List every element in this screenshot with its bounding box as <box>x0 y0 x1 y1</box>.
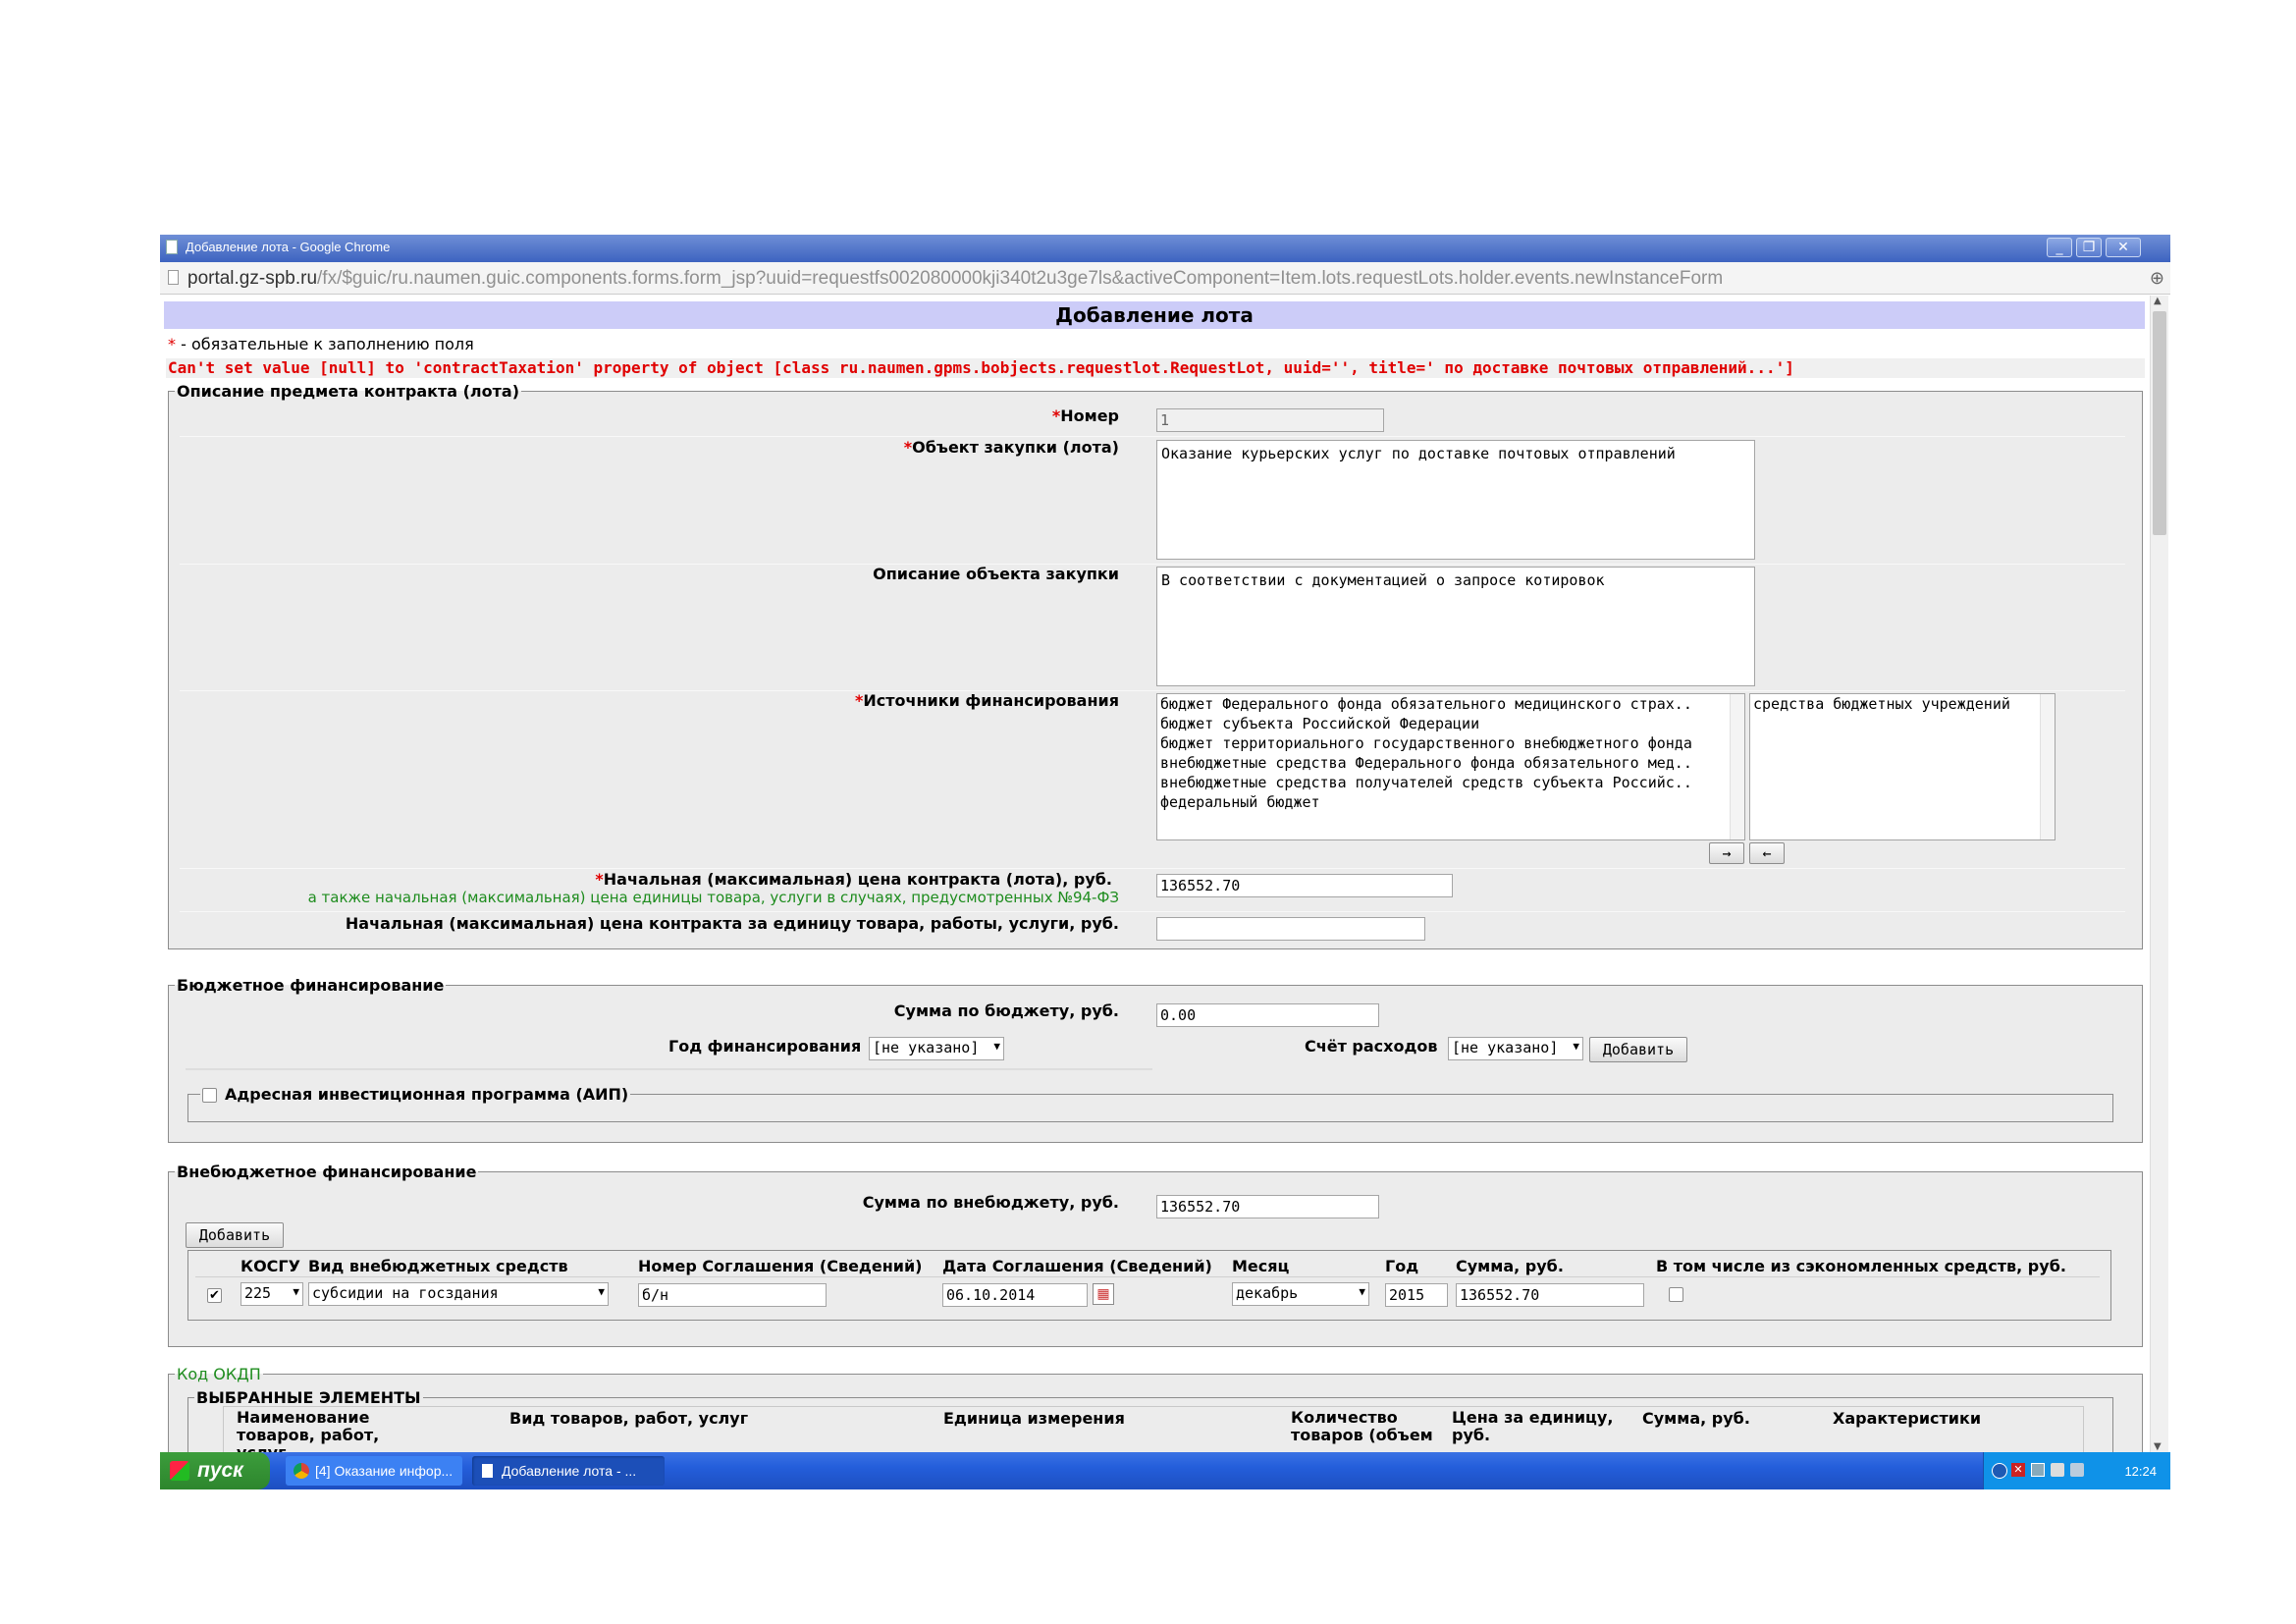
col-kind: Вид товаров, работ, услуг <box>509 1409 749 1428</box>
aip-legend <box>200 1085 630 1104</box>
extrabudget-sum-input[interactable]: 136552.70 <box>1156 1195 1379 1218</box>
col-price: Цена за единицу, руб. <box>1452 1408 1614 1444</box>
page-title: Добавление лота <box>164 301 2145 329</box>
taskbar-item-active[interactable] <box>472 1456 665 1486</box>
year-input[interactable]: 2015 <box>1385 1283 1448 1307</box>
required-note-text: - обязательные к заполнению поля <box>176 335 474 353</box>
list-scrollbar[interactable] <box>2040 694 2055 839</box>
number-input[interactable]: 1 <box>1156 408 1384 432</box>
col-unit: Единица измерения <box>943 1409 1125 1428</box>
price-label: *Начальная (максимальная) цена контракта (лота), руб. <box>595 870 1112 889</box>
chevron-down-icon: ▼ <box>293 1285 299 1298</box>
kosgu-select[interactable] <box>240 1282 303 1306</box>
unit-price-label: Начальная (максимальная) цена контракта за единицу товара, работы, услуги, руб. <box>345 914 1119 933</box>
row-divider <box>180 564 2125 565</box>
source-option[interactable]: внебюджетные средства получателей средств субъекта Российс.. <box>1160 774 1692 791</box>
object-textarea[interactable]: Оказание курьерских услуг по доставке почтовых отправлений <box>1156 440 1755 560</box>
col-sum: Сумма, руб. <box>1456 1257 1564 1275</box>
extrabudget-legend: Внебюджетное финансирование <box>177 1163 477 1181</box>
col-month: Месяц <box>1232 1257 1290 1275</box>
start-label: пуск <box>197 1459 243 1482</box>
okdp-legend: Код ОКДП <box>177 1365 261 1383</box>
col-characteristics: Характеристики <box>1833 1409 1982 1428</box>
sum-input[interactable]: 136552.70 <box>1456 1283 1644 1307</box>
type-select[interactable] <box>308 1282 609 1306</box>
number-label: *Номер <box>1051 406 1119 425</box>
object-label: *Объект закупки (лота) <box>903 438 1119 457</box>
move-left-button[interactable]: ← <box>1749 842 1785 864</box>
agreement-no-input[interactable]: б/н <box>638 1283 827 1307</box>
list-scrollbar[interactable] <box>1730 694 1744 839</box>
minimize-button[interactable]: _ <box>2047 238 2072 257</box>
move-right-button[interactable]: → <box>1709 842 1744 864</box>
col-saved: В том числе из сэкономленных средств, руб. <box>1656 1257 2066 1275</box>
task-label: [4] Оказание инфор... <box>315 1463 454 1479</box>
extrabudget-sum-label: Сумма по внебюджету, руб. <box>862 1193 1119 1212</box>
price-input[interactable]: 136552.70 <box>1156 874 1453 897</box>
scroll-down-icon[interactable]: ▼ <box>2154 1441 2162 1452</box>
selected-source-option[interactable]: средства бюджетных учреждений <box>1753 695 2010 713</box>
url-text[interactable] <box>187 268 1723 290</box>
required-note <box>168 335 474 353</box>
budget-sum-label: Сумма по бюджету, руб. <box>893 1001 1119 1020</box>
browser-window <box>160 235 2170 1489</box>
saved-checkbox[interactable] <box>1669 1287 1683 1302</box>
window-title: Добавление лота - Google Chrome <box>186 240 391 254</box>
volume-icon[interactable] <box>2051 1463 2064 1477</box>
zoom-icon[interactable]: ⊕ <box>2149 268 2164 289</box>
account-select[interactable] <box>1448 1037 1583 1060</box>
scrollbar-thumb[interactable] <box>2153 311 2166 535</box>
required-star: * <box>168 335 176 353</box>
description-textarea[interactable]: В соответствии с документацией о запросе котировок <box>1156 567 1755 686</box>
source-option[interactable]: бюджет субъекта Российской Федерации <box>1160 715 1480 732</box>
budget-sum-input[interactable]: 0.00 <box>1156 1003 1379 1027</box>
col-year: Год <box>1385 1257 1419 1275</box>
row-divider <box>180 690 2125 691</box>
year-select-value: [не указано] <box>873 1039 980 1056</box>
row-divider <box>180 868 2125 869</box>
clock[interactable]: 12:24 <box>2124 1464 2157 1479</box>
budget-legend: Бюджетное финансирование <box>177 976 445 995</box>
chevron-down-icon: ▼ <box>993 1040 1000 1053</box>
unit-price-input[interactable] <box>1156 917 1425 941</box>
taskbar <box>160 1452 2170 1489</box>
col-quantity: Количество товаров (объем <box>1291 1408 1433 1444</box>
chevron-down-icon: ▼ <box>1359 1285 1365 1298</box>
extrabudget-add-button[interactable]: Добавить <box>186 1222 284 1248</box>
year-select[interactable] <box>869 1037 1004 1060</box>
year-label: Год финансирования <box>668 1037 862 1056</box>
windows-logo-icon <box>170 1461 189 1481</box>
col-agreement-date: Дата Соглашения (Сведений) <box>942 1257 1212 1275</box>
sources-label: *Источники финансирования <box>855 691 1119 710</box>
network-icon[interactable] <box>1992 1463 2007 1479</box>
selected-elements-legend: ВЫБРАННЫЕ ЭЛЕМЕНТЫ <box>196 1388 421 1407</box>
page-scrollbar[interactable] <box>2150 296 2168 1452</box>
error-message: Can't set value [null] to 'contractTaxation' property of object [class ru.naumen.gpms.bobjects.requestlot.RequestLot, uuid='', title=' по доставке почтовых отправлений...'] <box>166 358 2145 378</box>
aip-checkbox[interactable] <box>202 1088 217 1103</box>
row-divider <box>195 1276 2100 1277</box>
account-label: Счёт расходов <box>1305 1037 1438 1056</box>
aip-label: Адресная инвестиционная программа (АИП) <box>225 1085 629 1104</box>
restore-button[interactable]: ❐ <box>2076 238 2102 257</box>
col-name: Наименование товаров, работ, <box>237 1408 380 1444</box>
agreement-date-input[interactable]: 06.10.2014 <box>942 1283 1088 1307</box>
url-host: portal.gz-spb.ru <box>187 268 318 289</box>
url-path: /fx/$guic/ru.naumen.guic.components.forms.form_jsp?uuid=requestfs002080000kji340t2u3ge7ls&activeComponent=Item.lots.requestLots.holder.events.newInstanceForm <box>317 268 1724 289</box>
alert-icon[interactable]: ✕ <box>2011 1463 2025 1477</box>
col-total: Сумма, руб. <box>1642 1409 1750 1428</box>
subject-fieldset <box>168 382 2143 949</box>
page-icon <box>482 1464 493 1478</box>
row-divider <box>186 1068 1152 1070</box>
system-tray <box>1983 1452 2170 1489</box>
col-agreement-no: Номер Соглашения (Сведений) <box>638 1257 923 1275</box>
aip-fieldset <box>187 1085 2113 1122</box>
source-option[interactable]: бюджет территориального государственного внебюджетного фонда <box>1160 734 1692 752</box>
account-select-value: [не указано] <box>1452 1039 1559 1056</box>
row-divider <box>180 436 2125 437</box>
scroll-up-icon[interactable]: ▲ <box>2154 296 2162 306</box>
month-value: декабрь <box>1236 1284 1299 1302</box>
sources-available-list[interactable] <box>1156 693 1745 840</box>
budget-add-button[interactable]: Добавить <box>1589 1037 1687 1062</box>
row-checkbox[interactable]: ✔ <box>207 1288 222 1303</box>
calendar-icon[interactable]: ▦ <box>1093 1283 1114 1305</box>
page-icon <box>166 240 178 254</box>
close-button[interactable]: ✕ <box>2106 238 2141 257</box>
taskbar-item-chrome[interactable] <box>286 1456 462 1486</box>
source-option[interactable]: федеральный бюджет <box>1160 793 1320 811</box>
tray-app-icon[interactable] <box>2070 1463 2084 1477</box>
price-note: а также начальная (максимальная) цена единицы товара, услуги в случаях, предусмотренных №94-ФЗ <box>307 889 1119 906</box>
document-icon <box>168 270 179 285</box>
start-button[interactable] <box>160 1452 270 1489</box>
monitor-icon[interactable] <box>2031 1463 2045 1477</box>
type-value: субсидии на госздания <box>312 1284 499 1302</box>
sources-selected-list[interactable] <box>1749 693 2056 840</box>
col-type: Вид внебюджетных средств <box>308 1257 568 1275</box>
window-titlebar <box>160 235 2170 262</box>
kosgu-value: 225 <box>244 1284 272 1302</box>
description-label: Описание объекта закупки <box>873 565 1119 583</box>
source-option[interactable]: бюджет Федерального фонда обязательного медицинского страх.. <box>1160 695 1692 713</box>
task-label: Добавление лота - ... <box>502 1463 637 1479</box>
source-option[interactable]: внебюджетные средства Федерального фонда обязательного мед.. <box>1160 754 1692 772</box>
address-bar[interactable] <box>160 262 2170 295</box>
row-divider <box>180 911 2125 912</box>
col-kosgu: КОСГУ <box>240 1257 300 1275</box>
page-content <box>162 296 2147 1452</box>
month-select[interactable] <box>1232 1282 1369 1306</box>
chevron-down-icon: ▼ <box>598 1285 605 1298</box>
subject-legend: Описание предмета контракта (лота) <box>177 382 520 401</box>
chevron-down-icon: ▼ <box>1573 1040 1579 1053</box>
chrome-icon <box>294 1463 309 1479</box>
